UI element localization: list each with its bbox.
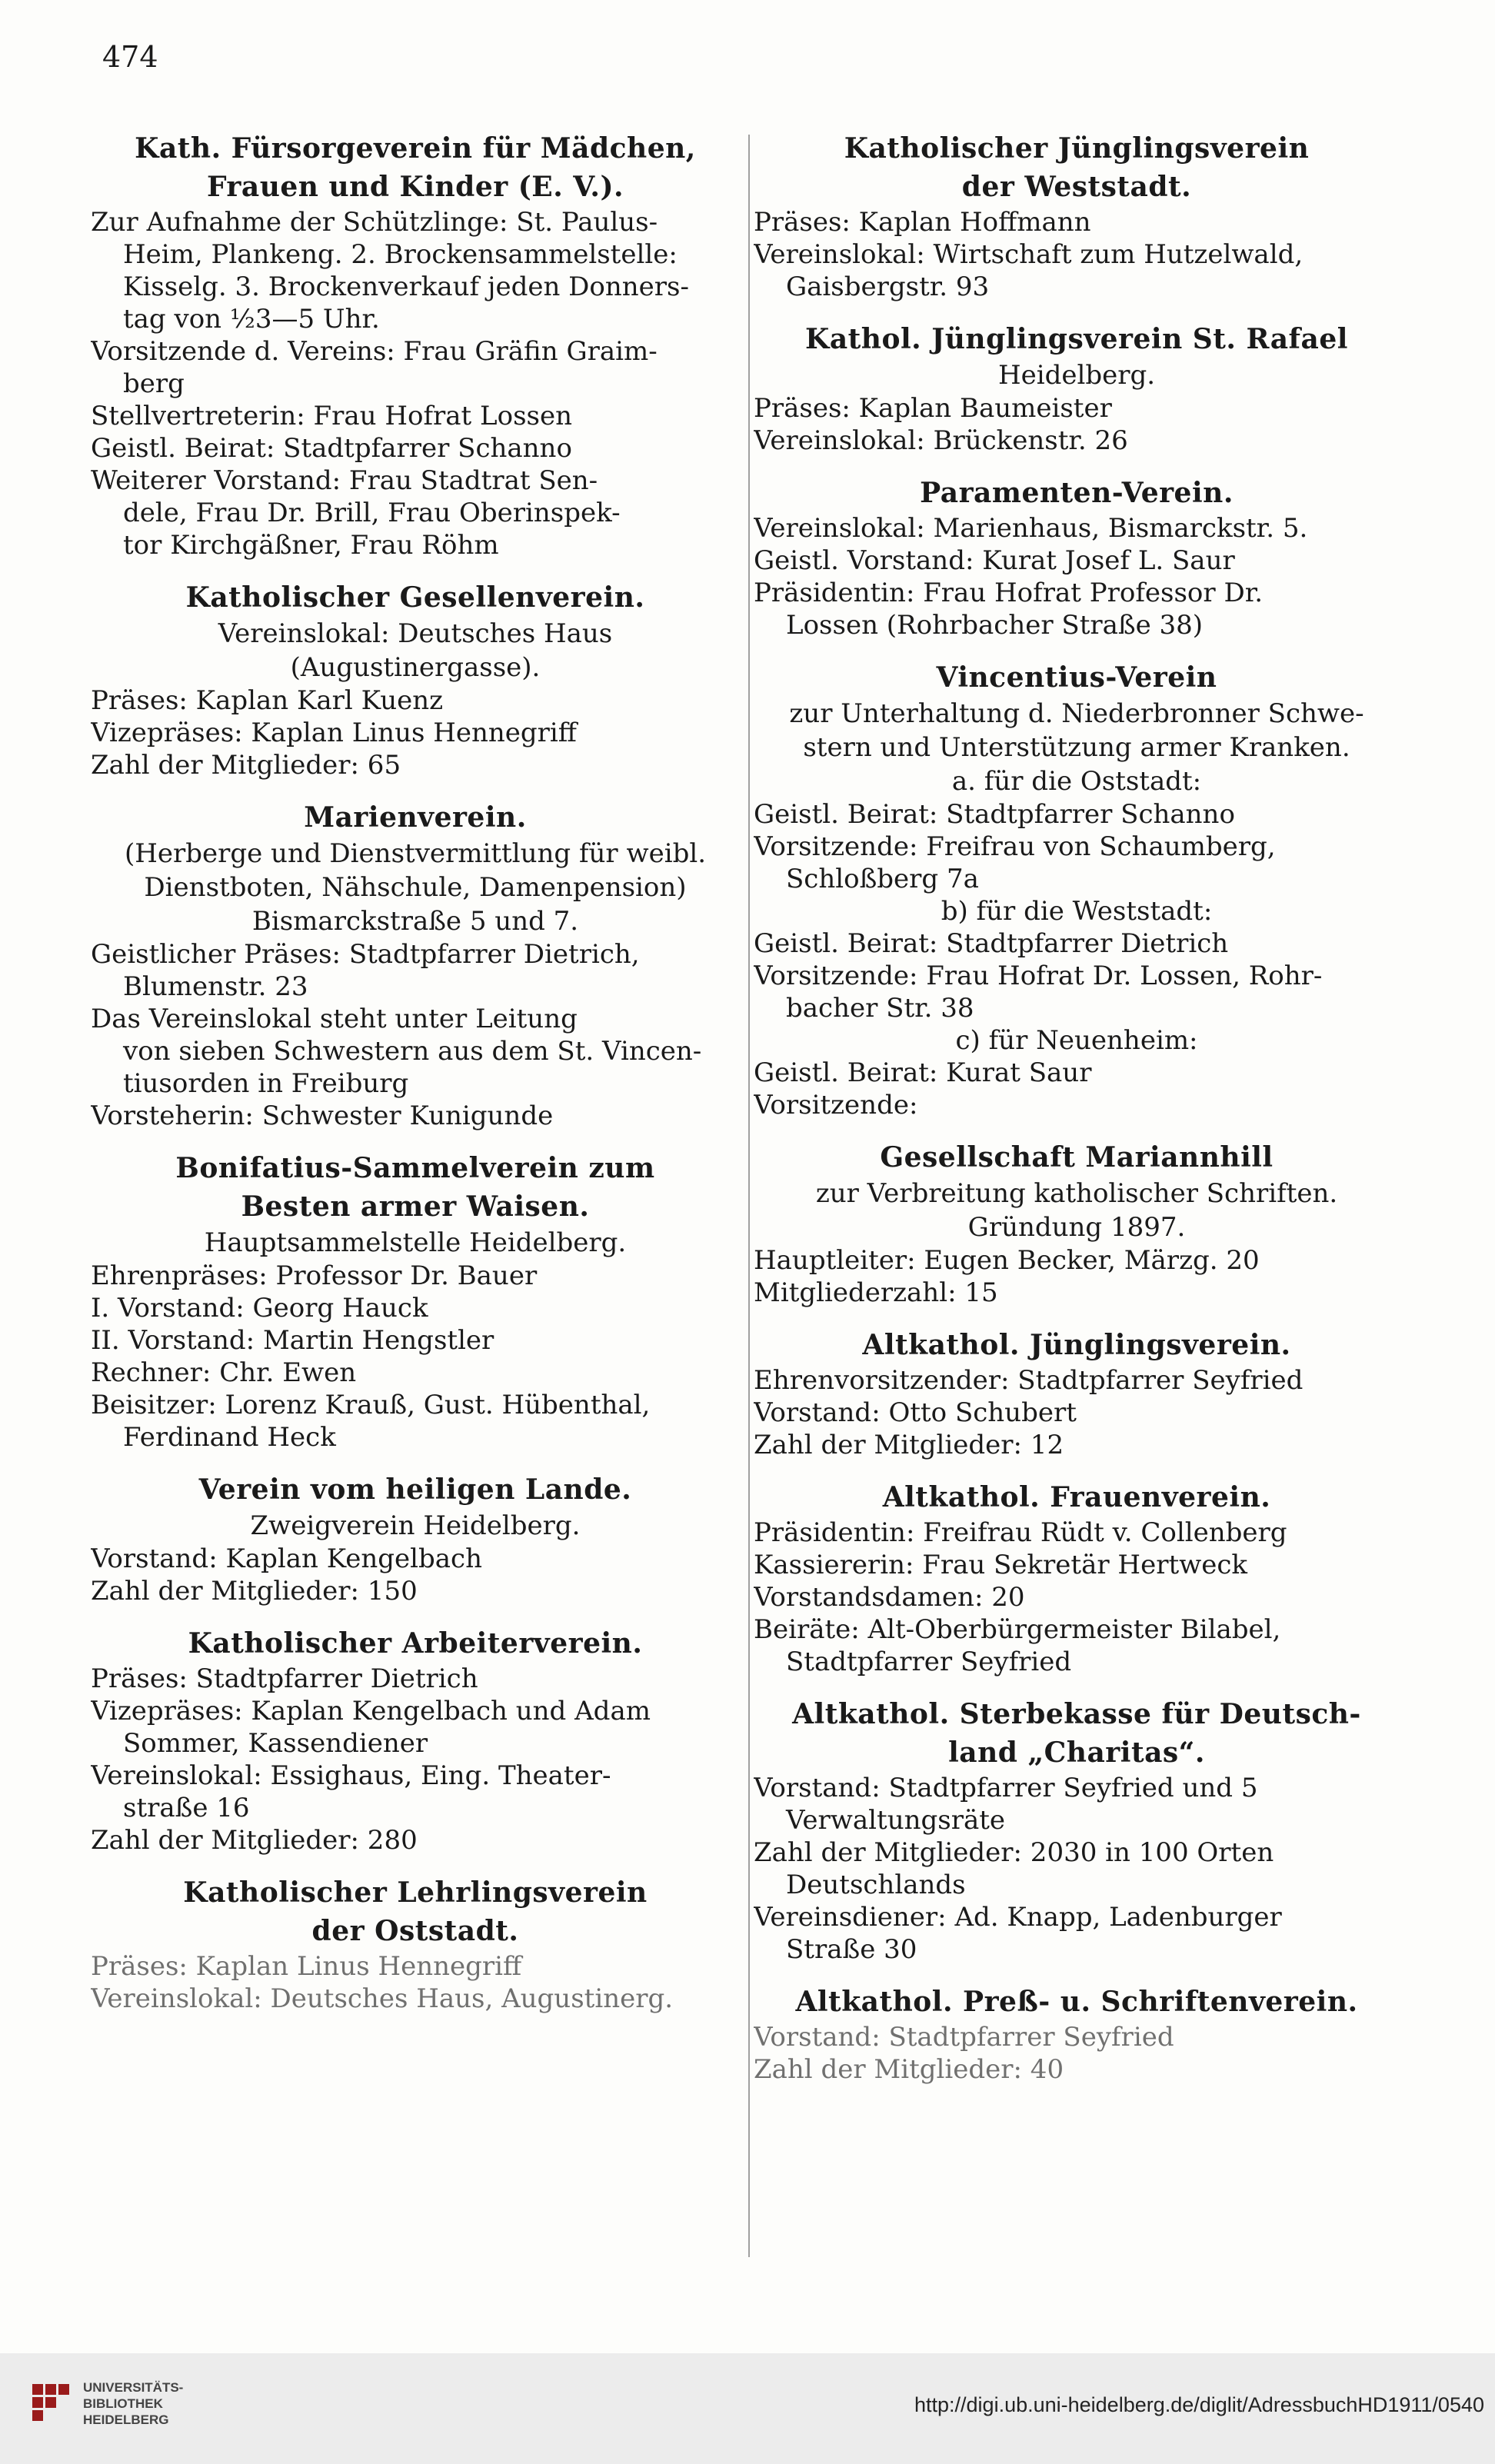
entry-line: c) für Neuenheim:	[955, 1025, 1198, 1056]
association-entry	[754, 1326, 1400, 1461]
entry-line: Vizepräses: Kaplan Linus Hennegriff	[91, 718, 577, 748]
association-heading: Frauen und Kinder (E. V.).	[206, 171, 624, 203]
association-heading: Katholischer Jünglingsverein	[844, 132, 1310, 165]
entry-line: Vorsteherin: Schwester Kunigunde	[91, 1100, 554, 1131]
association-entry	[754, 658, 1400, 1121]
entry-line: Vorstand: Otto Schubert	[754, 1397, 1077, 1428]
association-heading: Gesellschaft Mariannhill	[880, 1141, 1274, 1174]
entry-line: Das Vereinslokal steht unter Leitung	[91, 1004, 578, 1034]
entry-line: Stellvertreterin: Frau Hofrat Lossen	[91, 401, 572, 431]
entry-line: Lossen (Rohrbacher Straße 38)	[786, 610, 1204, 641]
entry-line: Präses: Stadtpfarrer Dietrich	[91, 1663, 478, 1694]
left-column	[91, 129, 740, 2032]
association-entry	[754, 1983, 1400, 2086]
entry-line: Vorstandsdamen: 20	[754, 1582, 1025, 1613]
entry-line: Geistl. Beirat: Stadtpfarrer Dietrich	[754, 928, 1229, 959]
entry-line: Zur Aufnahme der Schützlinge: St. Paulus-	[91, 207, 658, 238]
association-subtitle: Vereinslokal: Deutsches Haus	[218, 618, 613, 649]
association-heading: Marienverein.	[304, 801, 527, 834]
entry-line: Präses: Kaplan Baumeister	[754, 393, 1112, 424]
association-heading: Katholischer Gesellenverein.	[185, 581, 645, 614]
association-entry	[91, 1873, 740, 2015]
entry-line: Vorsitzende d. Vereins: Frau Gräfin Graim-	[91, 336, 658, 367]
entry-line: Ferdinand Heck	[123, 1422, 336, 1453]
entry-line: bacher Str. 38	[786, 993, 974, 1024]
association-subtitle: Zweigverein Heidelberg.	[250, 1510, 581, 1541]
entry-line: Vereinslokal: Essighaus, Eing. Theater-	[91, 1760, 611, 1791]
entry-line: Sommer, Kassendiener	[123, 1728, 428, 1759]
entry-line: Zahl der Mitglieder: 40	[754, 2054, 1064, 2085]
entry-line: Vorstand: Stadtpfarrer Seyfried	[754, 2022, 1174, 2053]
library-name: UNIVERSITÄTS- BIBLIOTHEK HEIDELBERG	[83, 2380, 184, 2427]
entry-line: Vorstand: Stadtpfarrer Seyfried und 5	[754, 1773, 1258, 1803]
entry-line: Zahl der Mitglieder: 280	[91, 1825, 418, 1856]
entry-line: Verwaltungsräte	[786, 1805, 1006, 1836]
association-entry	[754, 320, 1400, 457]
entry-line: b) für die Weststadt:	[941, 896, 1213, 927]
entry-line: berg	[123, 368, 185, 399]
entry-line: Zahl der Mitglieder: 2030 in 100 Orten	[754, 1837, 1274, 1868]
entry-line: Vorsitzende: Freifrau von Schaumberg,	[754, 831, 1276, 862]
entry-line: Rechner: Chr. Ewen	[91, 1357, 357, 1388]
entry-line: tiusorden in Freiburg	[123, 1068, 409, 1099]
association-entry	[754, 1138, 1400, 1309]
entry-line: Vizepräses: Kaplan Kengelbach und Adam	[91, 1696, 651, 1726]
association-subtitle: zur Verbreitung katholischer Schriften.	[815, 1178, 1338, 1209]
entry-line: Beiräte: Alt-Oberbürgermeister Bilabel,	[754, 1614, 1281, 1645]
entry-line: II. Vorstand: Martin Hengstler	[91, 1325, 494, 1356]
association-heading: der Oststadt.	[311, 1915, 519, 1947]
association-subtitle: (Augustinergasse).	[290, 652, 541, 683]
association-heading: Paramenten-Verein.	[920, 477, 1234, 509]
entry-line: Stadtpfarrer Seyfried	[786, 1647, 1072, 1677]
entry-line: Schloßberg 7a	[786, 864, 979, 894]
entry-line: Beisitzer: Lorenz Krauß, Gust. Hübenthal,	[91, 1390, 651, 1420]
entry-line: Vorstand: Kaplan Kengelbach	[91, 1543, 482, 1574]
entry-line: Hauptleiter: Eugen Becker, Märzg. 20	[754, 1245, 1260, 1276]
association-entry	[754, 1695, 1400, 1966]
association-heading: Altkathol. Jünglingsverein.	[862, 1329, 1291, 1361]
association-subtitle: zur Unterhaltung d. Niederbronner Schwe-	[789, 698, 1364, 729]
entry-line: Ehrenvorsitzender: Stadtpfarrer Seyfried	[754, 1365, 1304, 1396]
entry-line: Vorsitzende:	[754, 1090, 918, 1120]
entry-line: Straße 30	[786, 1934, 917, 1965]
page-number: 474	[102, 40, 158, 74]
entry-line: Blumenstr. 23	[123, 971, 308, 1002]
association-heading: Katholischer Arbeiterverein.	[188, 1627, 643, 1660]
association-heading: Katholischer Lehrlingsverein	[183, 1876, 648, 1909]
association-heading: Besten armer Waisen.	[241, 1190, 590, 1223]
entry-line: Deutschlands	[786, 1870, 966, 1900]
entry-line: Ehrenpräses: Professor Dr. Bauer	[91, 1260, 538, 1291]
entry-line: Präses: Kaplan Karl Kuenz	[91, 685, 444, 716]
association-subtitle: (Herberge und Dienstvermittlung für weibl.	[124, 838, 707, 869]
association-heading: Verein vom heiligen Lande.	[198, 1473, 632, 1506]
entry-line: Zahl der Mitglieder: 12	[754, 1430, 1064, 1460]
entry-line: Vereinslokal: Deutsches Haus, Augustinerg.	[91, 1983, 674, 2014]
entry-line: Gaisbergstr. 93	[786, 271, 990, 302]
association-entry	[91, 1470, 740, 1607]
association-heading: Kath. Fürsorgeverein für Mädchen,	[135, 132, 696, 165]
entry-line: I. Vorstand: Georg Hauck	[91, 1293, 428, 1324]
entry-line: Vorsitzende: Frau Hofrat Dr. Lossen, Rohr-	[754, 961, 1323, 991]
association-subtitle: stern und Unterstützung armer Kranken.	[803, 732, 1350, 763]
association-entry	[91, 1149, 740, 1453]
entry-line: dele, Frau Dr. Brill, Frau Oberinspek-	[123, 498, 621, 528]
association-entry	[754, 1478, 1400, 1678]
entry-line: Geistl. Beirat: Kurat Saur	[754, 1057, 1092, 1088]
entry-line: Vereinslokal: Brückenstr. 26	[754, 425, 1128, 456]
right-column	[754, 129, 1400, 2103]
association-entry	[91, 798, 740, 1132]
footer-bar	[0, 2353, 1495, 2464]
association-heading: Kathol. Jünglingsverein St. Rafael	[805, 323, 1348, 355]
association-heading: land „Charitas“.	[948, 1736, 1205, 1769]
association-subtitle: a. für die Oststadt:	[951, 766, 1202, 797]
association-subtitle: Dienstboten, Nähschule, Damenpension)	[144, 872, 687, 903]
entry-line: Heim, Plankeng. 2. Brockensammelstelle:	[123, 239, 678, 270]
entry-line: straße 16	[123, 1793, 250, 1823]
association-subtitle: Heidelberg.	[997, 360, 1156, 391]
entry-line: Geistl. Vorstand: Kurat Josef L. Saur	[754, 545, 1235, 576]
entry-line: Geistl. Beirat: Stadtpfarrer Schanno	[91, 433, 572, 464]
association-entry	[91, 578, 740, 781]
entry-line: Präsidentin: Frau Hofrat Professor Dr.	[754, 578, 1264, 608]
association-heading: Vincentius-Verein	[936, 661, 1217, 694]
source-url[interactable]: http://digi.ub.uni-heidelberg.de/diglit/AdressbuchHD1911/0540	[914, 2393, 1484, 2416]
association-subtitle: Hauptsammelstelle Heidelberg.	[204, 1227, 627, 1258]
association-entry	[754, 129, 1400, 303]
library-logo-icon	[31, 2382, 71, 2422]
entry-line: tor Kirchgäßner, Frau Röhm	[123, 530, 499, 561]
association-subtitle: Bismarckstraße 5 und 7.	[251, 906, 579, 937]
association-entry	[91, 1624, 740, 1856]
entry-line: Zahl der Mitglieder: 65	[91, 750, 401, 781]
entry-line: Kassiererin: Frau Sekretär Hertweck	[754, 1550, 1247, 1580]
entry-line: Vereinslokal: Wirtschaft zum Hutzelwald,	[754, 239, 1304, 270]
association-entry	[91, 129, 740, 561]
entry-line: Zahl der Mitglieder: 150	[91, 1576, 418, 1607]
entry-line: Präses: Kaplan Hoffmann	[754, 207, 1091, 238]
association-heading: Altkathol. Preß- u. Schriftenverein.	[795, 1986, 1358, 2018]
entry-line: Vereinslokal: Marienhaus, Bismarckstr. 5.	[754, 513, 1308, 544]
entry-line: Kisselg. 3. Brockenverkauf jeden Donners-	[123, 271, 689, 302]
entry-line: Präses: Kaplan Linus Hennegriff	[91, 1951, 522, 1982]
column-divider	[748, 135, 750, 2257]
association-heading: Altkathol. Sterbekasse für Deutsch-	[792, 1698, 1361, 1730]
entry-line: Vereinsdiener: Ad. Knapp, Ladenburger	[754, 1902, 1282, 1933]
entry-line: Geistlicher Präses: Stadtpfarrer Dietrich,	[91, 939, 640, 970]
entry-line: tag von ½3—5 Uhr.	[123, 304, 380, 335]
association-subtitle: Gründung 1897.	[967, 1212, 1186, 1243]
entry-line: Weiterer Vorstand: Frau Stadtrat Sen-	[91, 465, 598, 496]
entry-line: von sieben Schwestern aus dem St. Vincen-	[123, 1036, 702, 1067]
entry-line: Geistl. Beirat: Stadtpfarrer Schanno	[754, 799, 1235, 830]
association-heading: Bonifatius-Sammelverein zum	[175, 1152, 655, 1184]
association-heading: der Weststadt.	[961, 171, 1192, 203]
association-heading: Altkathol. Frauenverein.	[882, 1481, 1271, 1513]
association-entry	[754, 474, 1400, 641]
entry-line: Präsidentin: Freifrau Rüdt v. Collenberg	[754, 1517, 1287, 1548]
entry-line: Mitgliederzahl: 15	[754, 1277, 998, 1308]
